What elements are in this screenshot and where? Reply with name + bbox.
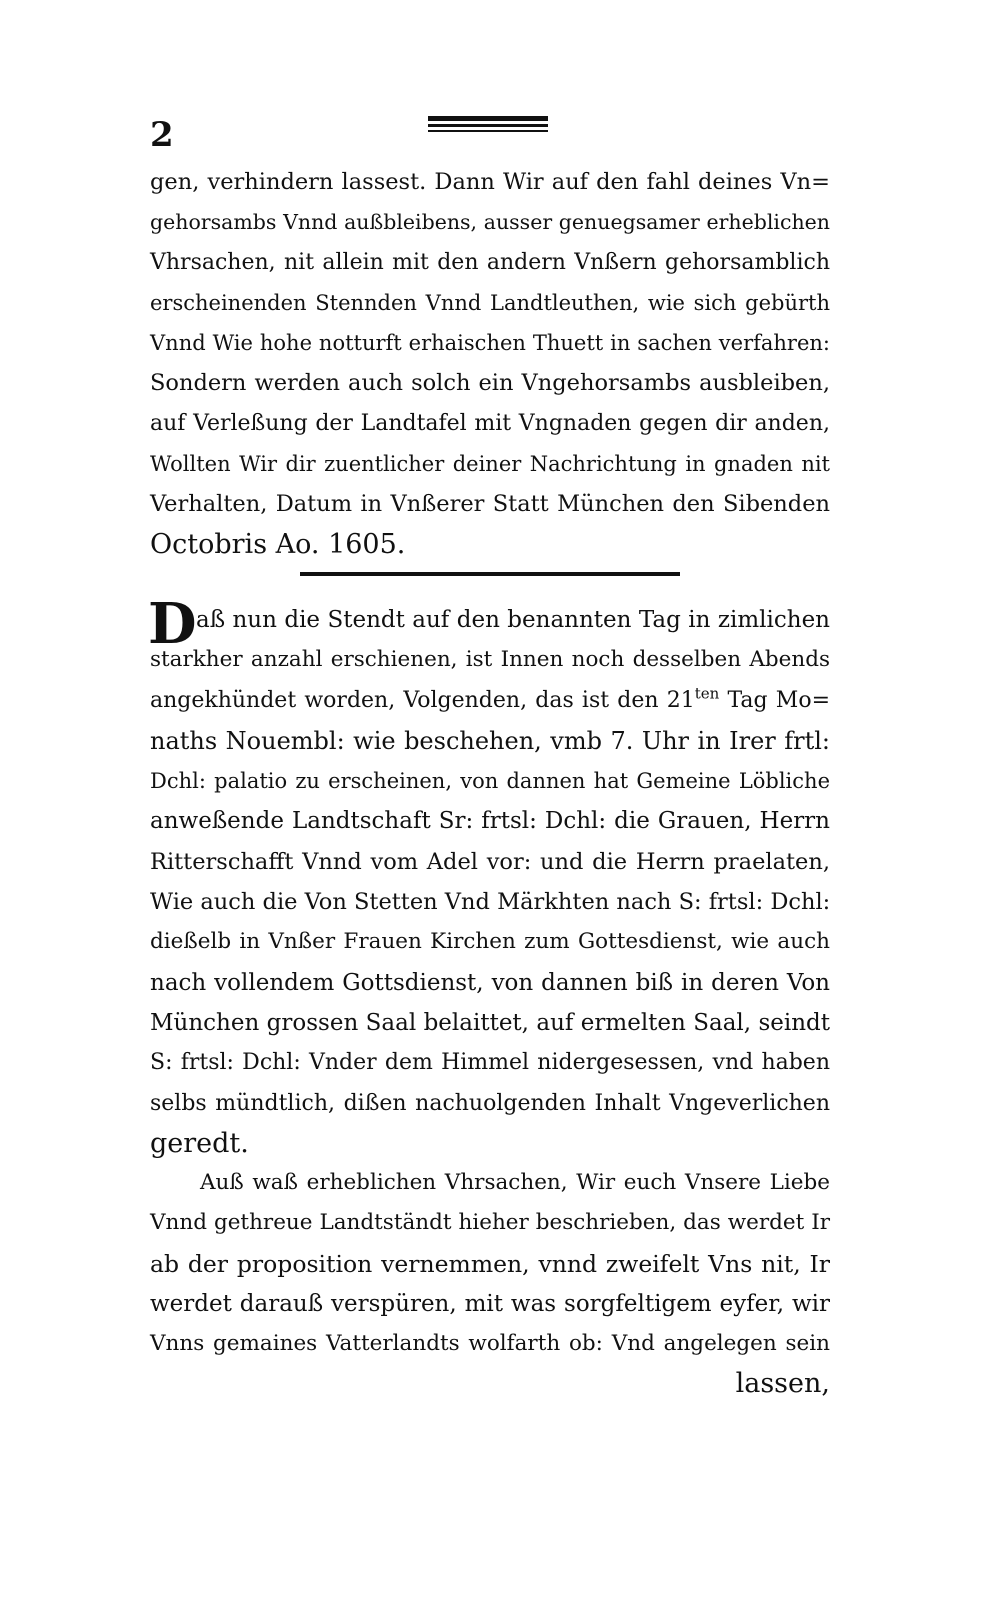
text-line: naths Nouembl: wie beschehen, vmb 7. Uhr in Irer frtl: — [150, 726, 830, 755]
section-divider-rule — [300, 572, 680, 576]
text-line: Vhrsachen, nit allein mit den andern Vnßern gehorsamblich — [150, 249, 830, 275]
text-line: gen, verhindern lassest. Dann Wir auf den fahl deines Vn= — [150, 169, 830, 195]
header-ornament-rule — [428, 116, 548, 132]
narrative-paragraph — [148, 591, 831, 1164]
text-line: Vnnd gethreue Landtständt hieher beschrieben, das werdet Ir — [150, 1210, 830, 1236]
text-line: auf Verleßung der Landtafel mit Vngnaden gegen dir anden, — [150, 410, 830, 436]
text-line: gehorsambs Vnnd außbleibens, ausser genuegsamer erheblichen — [150, 210, 830, 235]
speech-paragraph — [150, 1163, 830, 1405]
text-line: selbs mündtlich, dißen nachuolgenden Inhalt Vngeverlichen — [150, 1090, 830, 1116]
text-line: Sondern werden auch solch ein Vngehorsambs ausbleiben, — [150, 370, 830, 397]
text-line: anweßende Landtschaft Sr: frtsl: Dchl: die Grauen, Herrn — [150, 808, 830, 835]
text-line: Auß waß erheblichen Vhrsachen, Wir euch Vnsere Liebe — [200, 1170, 830, 1195]
text-line: nach vollendem Gottsdienst, von dannen biß in deren Von — [150, 969, 830, 996]
text-line: starkher anzahl erschienen, ist Innen noch desselben Abends — [150, 647, 830, 673]
text-line: München grossen Saal belaittet, auf ermelten Saal, seindt — [150, 1009, 830, 1036]
text-line: werdet darauß verspüren, mit was sorgfeltigem eyfer, wir — [150, 1290, 830, 1317]
text-line: Wie auch die Von Stetten Vnd Märkhten nach S: frtsl: Dchl: — [150, 889, 831, 916]
page-number: 2 — [150, 115, 174, 155]
text-line — [150, 681, 830, 721]
text-line: dießelb in Vnßer Frauen Kirchen zum Gottesdienst, wie auch — [150, 929, 830, 955]
text-line: Octobris Ao. 1605. — [150, 528, 406, 560]
text-line: ab der proposition vernemmen, vnnd zweifelt Vns nit, Ir — [150, 1249, 830, 1278]
letter-paragraph — [150, 162, 830, 565]
text-line: erscheinenden Stennden Vnnd Landtleuthen, wie sich gebürth — [150, 290, 830, 315]
text-line: Ritterschafft Vnnd vom Adel vor: und die Herrn praelaten, — [150, 848, 830, 875]
text-line: Vnnd Wie hohe notturft erhaischen Thuett in sachen verfahren: — [150, 331, 830, 356]
text-line: Dchl: palatio zu erscheinen, von dannen hat Gemeine Löbliche — [150, 769, 830, 794]
text-line: Wollten Wir dir zuentlicher deiner Nachrichtung in gnaden nit — [150, 452, 830, 477]
drop-cap: D — [148, 591, 197, 657]
text-line: Verhalten, Datum in Vnßerer Statt München den Sibenden — [150, 491, 830, 518]
text-line: aß nun die Stendt auf den benannten Tag in zimlichen — [196, 607, 830, 633]
text-line: Vnns gemaines Vatterlandts wolfarth ob: Vnd angelegen sein — [150, 1331, 830, 1357]
text-line-content: angekhündet worden, Volgenden, das ist den $21^{ten}$ Tag Mo= — [150, 684, 831, 713]
catchword: lassen, — [735, 1368, 830, 1400]
text-line: S: frtsl: Dchl: Vnder dem Himmel nidergesessen, vnd haben — [150, 1050, 830, 1076]
text-line: geredt. — [150, 1127, 249, 1159]
